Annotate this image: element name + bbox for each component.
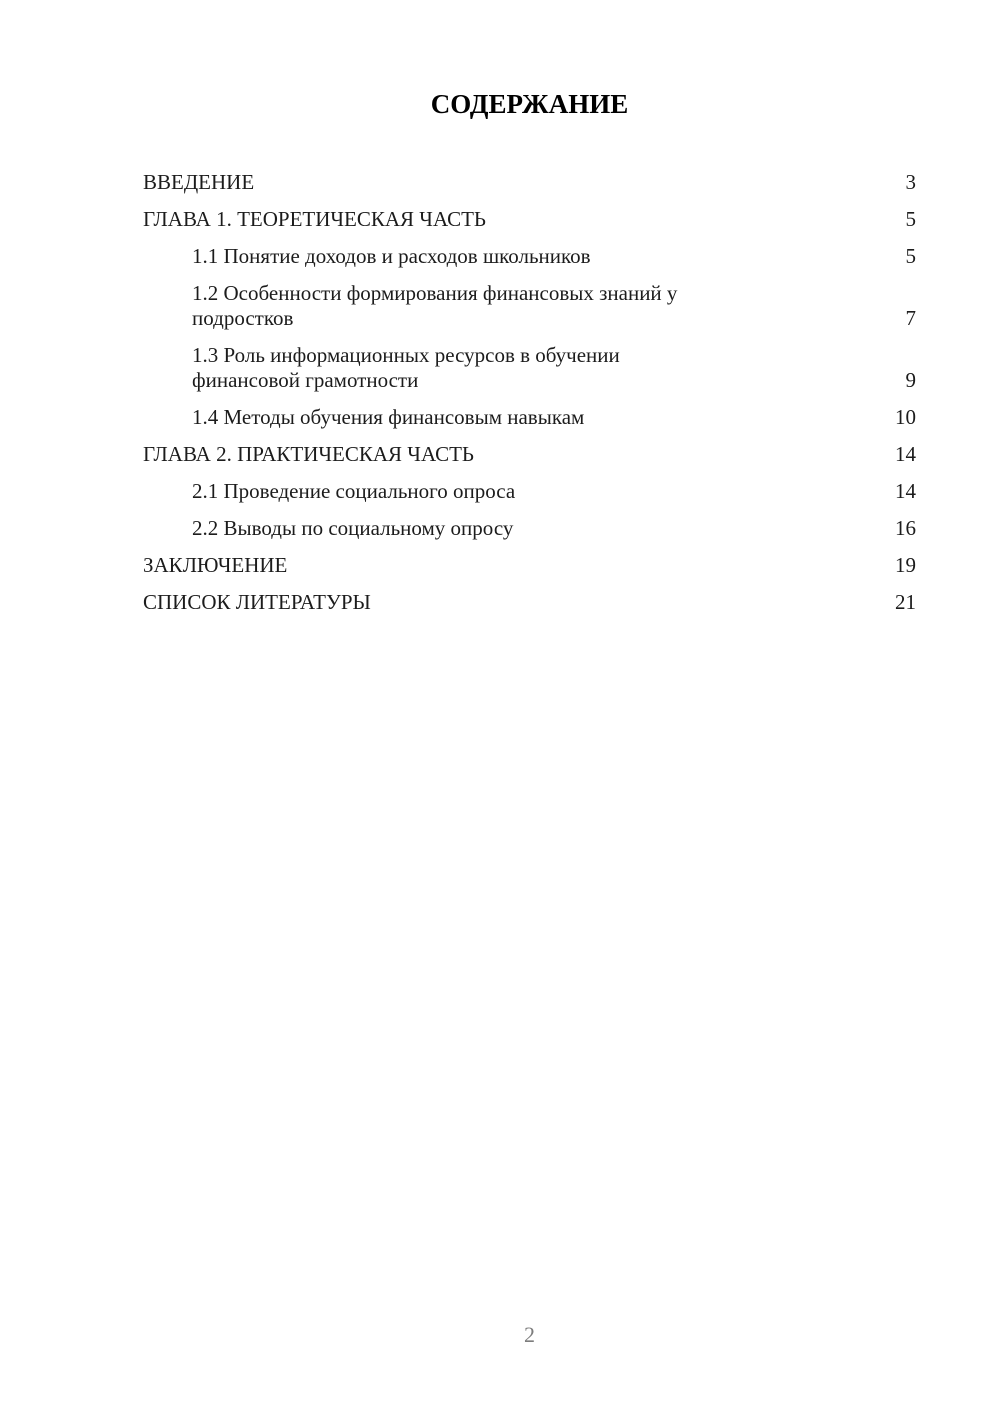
- toc-entry-page-number: 9: [905, 368, 916, 392]
- toc-entry-page-number: 3: [905, 170, 916, 194]
- toc-entry-label: [143, 207, 886, 232]
- toc-entry-label: [143, 170, 886, 195]
- table-of-contents: [143, 170, 916, 615]
- toc-entry-line: подростков: [192, 306, 294, 330]
- toc-entry: [143, 281, 916, 331]
- toc-entry-line: 1.3 Роль информационных ресурсов в обучении: [192, 343, 620, 367]
- toc-entry: [143, 553, 916, 578]
- toc-entry-label: [143, 553, 875, 578]
- toc-entry-page-number: 7: [905, 306, 916, 330]
- toc-entry-page-number: 14: [895, 479, 916, 503]
- toc-entry: [143, 343, 916, 393]
- toc-entry-line: 2.2 Выводы по социальному опросу: [192, 516, 514, 540]
- toc-entry-page-number: 19: [895, 553, 916, 577]
- page-footer: [143, 1322, 916, 1348]
- toc-entry-page-number: 5: [905, 244, 916, 268]
- toc-entry-line: ГЛАВА 2. ПРАКТИЧЕСКАЯ ЧАСТЬ: [143, 442, 474, 466]
- toc-entry-label: [143, 281, 886, 331]
- toc-entry-line: 1.2 Особенности формирования финансовых знаний у: [192, 281, 678, 305]
- toc-entry-label: [143, 343, 886, 393]
- toc-entry: [143, 442, 916, 467]
- toc-entry: [143, 516, 916, 541]
- toc-entry-page-number: 16: [895, 516, 916, 540]
- toc-entry: [143, 405, 916, 430]
- toc-entry: [143, 244, 916, 269]
- toc-entry-label: [143, 442, 875, 467]
- toc-entry-line: финансовой грамотности: [192, 368, 419, 392]
- toc-entry-label: [143, 590, 875, 615]
- toc-entry-page-number: 10: [895, 405, 916, 429]
- page-number: 2: [524, 1322, 535, 1347]
- toc-entry-label: [143, 479, 875, 504]
- toc-entry-line: 1.4 Методы обучения финансовым навыкам: [192, 405, 585, 429]
- toc-entry-page-number: 14: [895, 442, 916, 466]
- toc-entry-line: 1.1 Понятие доходов и расходов школьников: [192, 244, 591, 268]
- toc-entry-line: 2.1 Проведение социального опроса: [192, 479, 516, 503]
- toc-entry: [143, 207, 916, 232]
- toc-entry: [143, 170, 916, 195]
- page-title: СОДЕРЖАНИЕ: [430, 89, 629, 119]
- toc-entry-line: ВВЕДЕНИЕ: [143, 170, 255, 194]
- toc-entry-label: [143, 244, 886, 269]
- toc-entry-label: [143, 516, 875, 541]
- toc-entry: [143, 590, 916, 615]
- toc-entry: [143, 479, 916, 504]
- toc-entry-line: ЗАКЛЮЧЕНИЕ: [143, 553, 288, 577]
- toc-entry-page-number: 5: [905, 207, 916, 231]
- toc-entry-line: ГЛАВА 1. ТЕОРЕТИЧЕСКАЯ ЧАСТЬ: [143, 207, 486, 231]
- toc-entry-line: СПИСОК ЛИТЕРАТУРЫ: [143, 590, 371, 614]
- toc-entry-label: [143, 405, 875, 430]
- toc-entry-page-number: 21: [895, 590, 916, 614]
